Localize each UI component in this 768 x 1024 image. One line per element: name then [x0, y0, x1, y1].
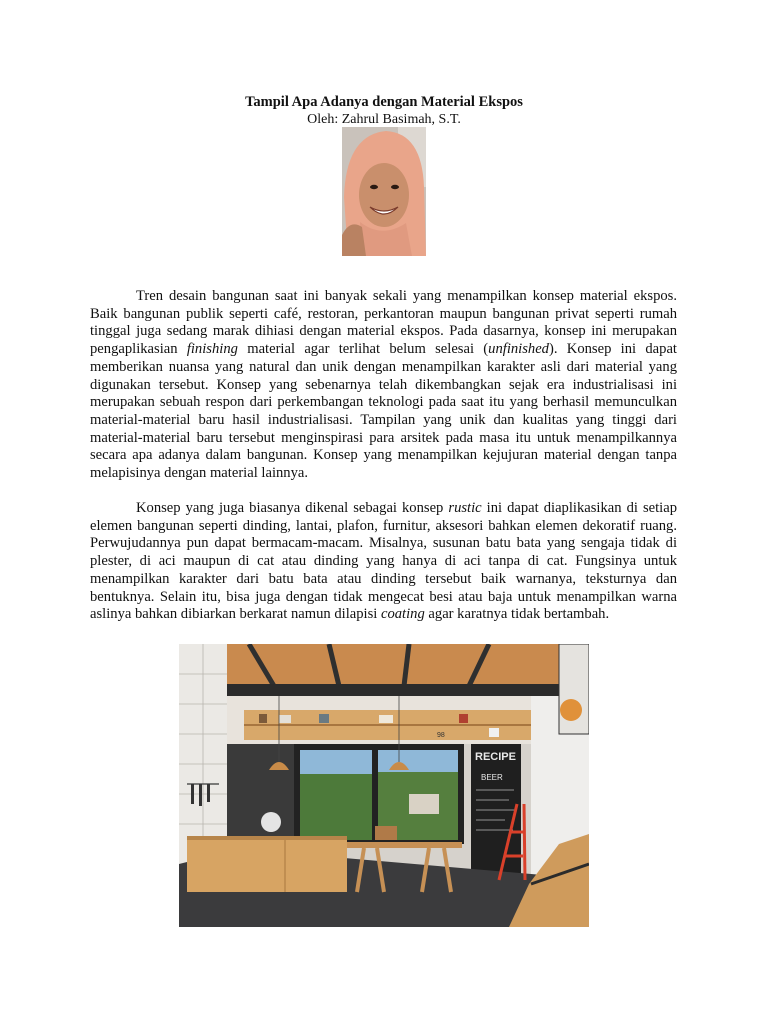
paragraph-2: Konsep yang juga biasanya dikenal sebagai konsep rustic ini dapat diaplikasikan di setiap elemen bangunan seperti dinding, lantai, plafon, furnitur, aksesori bahkan elemen dekoratif ruang. Perwujudannya pun dapat bermacam-macam. Misalnya, susunan batu bata yang sengaja tidak di plester, di aci maupun di cat atau dinding yang hanya di aci tanpa di cat. Fungsinya untuk menampilkan karakter dari batu bata atau dinding tersebut baik warnanya, teksturnya dan bentuknya. Selain itu, bisa juga dengan tidak mengecat besi atau baja untuk menampilkan warna aslinya bahkan dibiarkan berkarat namun dilapisi coating agar karatnya tidak bertambah.	[90, 500, 677, 623]
paragraph-1: Tren desain bangunan saat ini banyak sekali yang menampilkan konsep material ekspos. Baik bangunan publik seperti café, restoran, perkantoran maupun bangunan privat seperti rumah tinggal juga sedang marak dihiasi dengan material ekspos. Pada dasarnya, konsep ini merupakan pengaplikasian finishing material agar terlihat belum selesai (unfinished). Konsep ini dapat memberikan nuansa yang natural dan unik dengan menampilkan karakter asli dari material yang digunakan tersebut. Konsep yang sebenarnya telah dikembangkan sejak era industrialisasi ini merupakan sebuah respon dari perkembangan teknologi pada saat itu yang berhasil memunculkan material-material baru hasil industrialisasi. Tampilan yang unik dan kualitas yang tinggi dari material-material baru tersebut menginspirasi para arsitek pada masa itu untuk menampilkannya secara apa adanya dalam bangunan. Konsep yang menampilkan kejujuran material dengan tanpa melapisinya dengan material lainnya.	[90, 288, 677, 482]
article-title: Tampil Apa Adanya dengan Material Ekspos	[245, 94, 523, 110]
shelf-number: 98	[437, 732, 445, 739]
chalkboard-line: BEER	[481, 773, 503, 782]
author-portrait	[342, 127, 426, 256]
kitchen-photo	[179, 644, 589, 927]
article-author: Oleh: Zahrul Basimah, S.T.	[307, 112, 461, 127]
chalkboard-heading: RECIPE	[475, 751, 516, 763]
